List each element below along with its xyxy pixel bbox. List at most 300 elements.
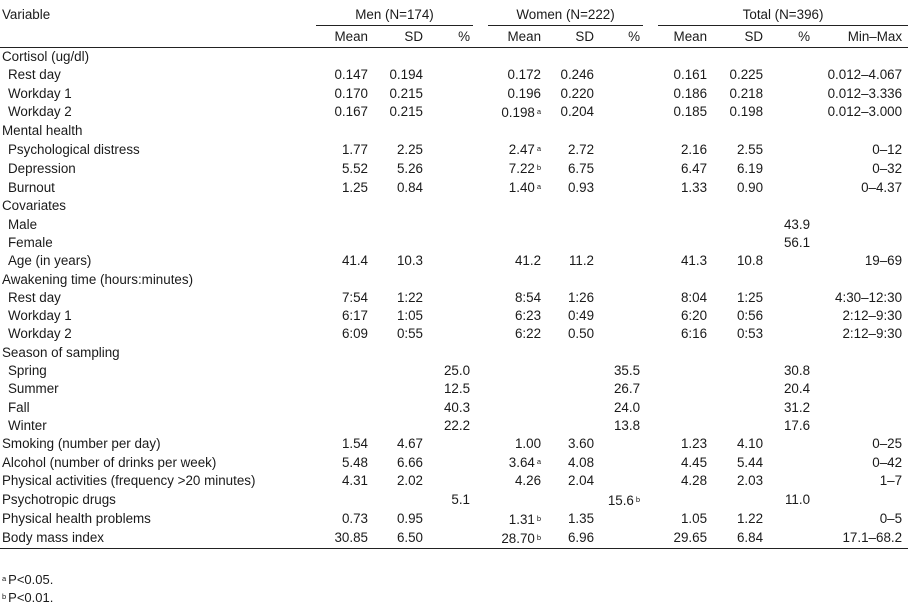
range-cell [813, 215, 908, 233]
cell-value: 6.50 [396, 530, 423, 546]
men-sd-cell [374, 510, 429, 529]
cell-value: 56.1 [783, 234, 811, 250]
total-mean-cell [658, 215, 713, 233]
total-pct-cell [769, 510, 813, 529]
total-pct-header: % [769, 26, 813, 48]
row-label: Smoking (number per day) [2, 436, 161, 452]
men-pct-cell [429, 215, 473, 233]
row-label: Winter [8, 417, 47, 433]
cell-value: 0.172 [507, 67, 542, 83]
cell-value: 3.64 [508, 455, 535, 471]
range-cell [813, 103, 908, 122]
cell-value: 0.95 [396, 511, 423, 527]
women-mean-cell [488, 307, 547, 325]
range-cell [813, 307, 908, 325]
subheader-row [0, 26, 908, 48]
women-pct-cell [600, 417, 643, 435]
row-label: Body mass index [0, 529, 316, 549]
total-mean-cell [658, 417, 713, 435]
range-cell [813, 510, 908, 529]
cell-value: 10.3 [396, 253, 423, 269]
total-sd-cell [713, 491, 769, 510]
section-title: Cortisol (ug/dl) [2, 49, 90, 65]
cell-value: 4.08 [567, 454, 595, 470]
men-pct-cell [429, 103, 473, 122]
men-pct-header: % [429, 26, 473, 48]
row-label: Workday 2 [8, 326, 72, 342]
total-sd-cell [713, 529, 769, 549]
row-label: Workday 1 [8, 308, 72, 324]
total-pct-cell [769, 491, 813, 510]
total-mean-cell [658, 178, 713, 197]
women-mean-cell [488, 510, 547, 529]
range-cell [813, 234, 908, 252]
cell-value: 6:20 [680, 308, 708, 324]
cell-value: 2.47 [508, 142, 535, 158]
row-label: Psychological distress [8, 141, 140, 157]
table-row [0, 103, 908, 122]
cell-value: 28.70 [501, 530, 535, 546]
row-label: Workday 2 [8, 104, 72, 120]
women-mean-cell [488, 529, 547, 549]
total-pct-cell [769, 66, 813, 84]
women-mean-cell [488, 85, 547, 103]
significance-marker: a [536, 106, 542, 116]
cell-value: 7.22 [508, 161, 535, 177]
cell-value: 0.167 [334, 104, 368, 120]
descriptive-statistics-table [0, 5, 908, 549]
cell-value: 1–7 [879, 473, 903, 489]
men-sd-cell [374, 252, 429, 270]
cell-value: 5.44 [736, 454, 764, 470]
cell-value: 0–25 [872, 436, 903, 452]
cell-value: 1:05 [396, 308, 423, 324]
range-cell [813, 491, 908, 510]
women-pct-cell [600, 215, 643, 233]
significance-marker: a [536, 144, 542, 154]
cell-value: 4.26 [514, 473, 542, 489]
total-pct-cell [769, 435, 813, 453]
women-mean-cell [488, 215, 547, 233]
women-sd-cell [547, 252, 600, 270]
cell-value: 2:12–9:30 [842, 326, 903, 342]
cell-value: 0.194 [389, 67, 423, 83]
total-sd-header: SD [713, 26, 769, 48]
total-mean-cell [658, 491, 713, 510]
women-pct-cell [600, 66, 643, 84]
section-header-row [0, 197, 908, 215]
total-sd-cell [713, 85, 769, 103]
total-pct-cell [769, 215, 813, 233]
women-pct-cell [600, 234, 643, 252]
men-mean-cell [316, 325, 374, 343]
men-pct-cell [429, 417, 473, 435]
cell-value: 0–12 [872, 141, 903, 157]
minmax-header: Min–Max [813, 26, 908, 48]
cell-value: 0:49 [567, 308, 595, 324]
cell-value: 1:25 [736, 289, 764, 305]
women-sd-header: SD [547, 26, 600, 48]
women-mean-cell [488, 289, 547, 307]
men-sd-cell [374, 178, 429, 197]
cell-value: 6.66 [396, 454, 423, 470]
women-mean-cell [488, 491, 547, 510]
women-mean-cell [488, 140, 547, 159]
women-pct-cell [600, 307, 643, 325]
women-pct-cell [600, 140, 643, 159]
women-pct-cell [600, 159, 643, 178]
men-mean-cell [316, 362, 374, 380]
footnote [2, 570, 53, 588]
cell-value: 4.45 [680, 454, 708, 470]
men-sd-cell [374, 435, 429, 453]
men-mean-cell [316, 398, 374, 416]
section-title: Season of sampling [2, 344, 120, 360]
women-mean-cell [488, 325, 547, 343]
total-sd-cell [713, 159, 769, 178]
table-row [0, 362, 908, 380]
men-sd-cell [374, 325, 429, 343]
men-pct-cell [429, 140, 473, 159]
total-mean-cell [658, 234, 713, 252]
women-pct-cell [600, 362, 643, 380]
total-mean-cell [658, 435, 713, 453]
women-sd-cell [547, 453, 600, 472]
women-sd-cell [547, 510, 600, 529]
cell-value: 30.85 [334, 530, 368, 546]
table-row [0, 234, 908, 252]
men-mean-cell [316, 529, 374, 549]
women-sd-cell [547, 85, 600, 103]
cell-value: 7:54 [341, 289, 368, 305]
total-mean-cell [658, 252, 713, 270]
range-cell [813, 178, 908, 197]
cell-value: 30.8 [783, 363, 811, 378]
range-cell [813, 66, 908, 84]
total-sd-cell [713, 472, 769, 490]
section-title: Mental health [2, 123, 83, 139]
women-sd-cell [547, 380, 600, 398]
total-mean-cell [658, 510, 713, 529]
cell-value: 0–32 [872, 160, 903, 176]
cell-value: 0.012–3.000 [827, 104, 903, 120]
range-cell [813, 435, 908, 453]
men-pct-cell [429, 398, 473, 416]
men-pct-cell [429, 529, 473, 549]
cell-value: 6:16 [680, 326, 708, 342]
cell-value: 2.02 [396, 473, 423, 489]
cell-value: 41.3 [680, 253, 708, 269]
row-label: Female [8, 234, 53, 250]
men-sd-cell [374, 529, 429, 549]
total-sd-cell [713, 140, 769, 159]
total-mean-cell [658, 66, 713, 84]
men-sd-cell [374, 103, 429, 122]
total-sd-cell [713, 362, 769, 380]
cell-value: 1.23 [680, 436, 708, 452]
cell-value: 0.218 [729, 85, 764, 101]
men-pct-cell [429, 159, 473, 178]
row-label: Age (in years) [8, 253, 92, 269]
cell-value: 10.8 [736, 253, 764, 269]
table-row [0, 85, 908, 103]
range-cell [813, 398, 908, 416]
cell-value: 6:22 [514, 326, 542, 342]
men-sd-cell [374, 398, 429, 416]
women-sd-cell [547, 103, 600, 122]
women-sd-cell [547, 140, 600, 159]
cell-value: 11.0 [784, 492, 811, 508]
cell-value: 1.33 [680, 179, 708, 195]
footnote [2, 588, 53, 606]
row-label: Psychotropic drugs [2, 492, 116, 508]
women-pct-cell [600, 178, 643, 197]
total-sd-cell [713, 307, 769, 325]
men-sd-cell [374, 289, 429, 307]
footnote-mark: a [2, 574, 7, 583]
cell-value: 2.25 [396, 141, 423, 157]
cell-value: 17.6 [783, 417, 811, 433]
women-sd-cell [547, 435, 600, 453]
cell-value: 0.196 [507, 85, 542, 101]
total-sd-cell [713, 325, 769, 343]
row-label: Spring [8, 363, 47, 378]
cell-value: 0.012–3.336 [827, 85, 903, 101]
cell-value: 12.5 [443, 381, 471, 397]
cell-value: 11.2 [568, 253, 595, 269]
range-cell [813, 252, 908, 270]
men-group-header: Men (N=174) [316, 5, 473, 26]
cell-value: 6:23 [514, 308, 542, 324]
cell-value: 0.161 [673, 67, 708, 83]
cell-value: 4.28 [680, 473, 708, 489]
cell-value: 0:53 [736, 326, 764, 342]
men-mean-cell [316, 178, 374, 197]
women-pct-cell [600, 435, 643, 453]
total-sd-cell [713, 417, 769, 435]
cell-value: 0.215 [389, 104, 423, 120]
cell-value: 0.90 [736, 179, 764, 195]
table-row [0, 289, 908, 307]
section-header-row [0, 270, 908, 288]
cell-value: 0.147 [334, 67, 368, 83]
cell-value: 40.3 [443, 399, 471, 415]
total-pct-cell [769, 234, 813, 252]
significance-marker: b [635, 494, 641, 504]
men-pct-cell [429, 325, 473, 343]
table-row [0, 417, 908, 435]
table-row [0, 140, 908, 159]
total-sd-cell [713, 178, 769, 197]
cell-value: 0.198 [729, 104, 764, 120]
total-sd-cell [713, 398, 769, 416]
cell-value: 0.84 [396, 179, 423, 195]
footnote-text: P<0.05. [8, 572, 54, 587]
row-label: Rest day [8, 289, 61, 305]
cell-value: 1.35 [567, 511, 595, 527]
cell-value: 4:30–12:30 [835, 289, 903, 305]
men-pct-cell [429, 289, 473, 307]
row-label: Depression [8, 160, 76, 176]
cell-value: 22.2 [443, 417, 471, 433]
women-mean-cell [488, 178, 547, 197]
total-pct-cell [769, 252, 813, 270]
men-pct-cell [429, 307, 473, 325]
total-pct-cell [769, 178, 813, 197]
men-sd-cell [374, 362, 429, 380]
men-pct-cell [429, 252, 473, 270]
row-label: Fall [8, 399, 30, 415]
cell-value: 43.9 [783, 216, 811, 232]
women-sd-cell [547, 178, 600, 197]
women-sd-cell [547, 234, 600, 252]
footnote-text: P<0.01. [8, 590, 54, 605]
women-mean-cell [488, 362, 547, 380]
total-mean-cell [658, 529, 713, 549]
cell-value: 0.186 [673, 85, 708, 101]
footnotes [2, 570, 53, 606]
men-sd-cell [374, 140, 429, 159]
men-sd-cell [374, 453, 429, 472]
total-sd-cell [713, 103, 769, 122]
cell-value: 6:17 [341, 308, 368, 324]
row-label: Male [8, 216, 38, 232]
cell-value: 0–5 [879, 511, 903, 527]
men-mean-cell [316, 215, 374, 233]
men-pct-cell [429, 66, 473, 84]
cell-value: 1.25 [341, 179, 368, 195]
men-mean-cell [316, 66, 374, 84]
total-mean-cell [658, 140, 713, 159]
men-pct-cell [429, 453, 473, 472]
total-mean-cell [658, 85, 713, 103]
total-mean-cell [658, 380, 713, 398]
row-label: Rest day [8, 67, 61, 83]
men-pct-cell [429, 380, 473, 398]
range-cell [813, 453, 908, 472]
cell-value: 1.31 [508, 511, 535, 527]
significance-marker: b [536, 163, 542, 173]
total-sd-cell [713, 453, 769, 472]
variable-header: Variable [2, 7, 51, 23]
total-sd-cell [713, 289, 769, 307]
range-cell [813, 417, 908, 435]
cell-value: 17.1–68.2 [842, 530, 903, 546]
women-mean-cell [488, 398, 547, 416]
men-mean-cell [316, 380, 374, 398]
women-sd-cell [547, 417, 600, 435]
total-pct-cell [769, 307, 813, 325]
total-sd-cell [713, 252, 769, 270]
cell-value: 1.00 [514, 436, 542, 452]
women-pct-cell [600, 398, 643, 416]
total-sd-cell [713, 510, 769, 529]
total-pct-cell [769, 140, 813, 159]
men-pct-cell [429, 435, 473, 453]
men-mean-cell [316, 85, 374, 103]
cell-value: 4.31 [341, 473, 368, 489]
total-group-header: Total (N=396) [658, 5, 908, 26]
total-pct-cell [769, 325, 813, 343]
cell-value: 5.52 [341, 160, 368, 176]
men-mean-header: Mean [316, 26, 374, 48]
women-pct-cell [600, 491, 643, 510]
women-pct-cell [600, 380, 643, 398]
women-sd-cell [547, 159, 600, 178]
group-header-row [0, 5, 908, 26]
women-pct-cell [600, 472, 643, 490]
men-sd-header: SD [374, 26, 429, 48]
total-sd-cell [713, 380, 769, 398]
footnote-mark: b [2, 592, 7, 601]
men-mean-cell [316, 510, 374, 529]
men-mean-cell [316, 103, 374, 122]
cell-value: 0.246 [560, 67, 595, 83]
total-pct-cell [769, 398, 813, 416]
row-label: Physical health problems [2, 511, 151, 527]
men-mean-cell [316, 491, 374, 510]
total-pct-cell [769, 453, 813, 472]
women-mean-cell [488, 472, 547, 490]
table-row [0, 307, 908, 325]
women-mean-cell [488, 103, 547, 122]
cell-value: 1.22 [736, 511, 764, 527]
cell-value: 0.185 [673, 104, 708, 120]
significance-marker: a [536, 457, 542, 467]
cell-value: 24.0 [613, 399, 641, 415]
men-sd-cell [374, 491, 429, 510]
men-sd-cell [374, 159, 429, 178]
men-mean-cell [316, 435, 374, 453]
men-mean-cell [316, 307, 374, 325]
cell-value: 6.47 [680, 160, 708, 176]
row-label: Alcohol (number of drinks per week) [2, 454, 217, 470]
men-sd-cell [374, 234, 429, 252]
men-mean-cell [316, 453, 374, 472]
significance-marker: a [536, 182, 542, 192]
men-pct-cell [429, 178, 473, 197]
women-sd-cell [547, 289, 600, 307]
range-cell [813, 85, 908, 103]
women-mean-cell [488, 380, 547, 398]
cell-value: 1:22 [396, 289, 423, 305]
women-sd-cell [547, 529, 600, 549]
section-title: Covariates [2, 198, 67, 214]
cell-value: 13.8 [613, 417, 641, 433]
table-row [0, 453, 908, 472]
cell-value: 1.40 [508, 180, 535, 196]
row-label: Summer [8, 381, 59, 397]
cell-value: 0–4.37 [861, 179, 903, 195]
women-sd-cell [547, 362, 600, 380]
cell-value: 8:54 [514, 289, 542, 305]
men-pct-cell [429, 362, 473, 380]
cell-value: 20.4 [783, 381, 811, 397]
table-row [0, 472, 908, 490]
total-sd-cell [713, 66, 769, 84]
range-cell [813, 362, 908, 380]
men-mean-cell [316, 417, 374, 435]
total-pct-cell [769, 85, 813, 103]
women-pct-cell [600, 453, 643, 472]
cell-value: 0.50 [567, 326, 595, 342]
total-mean-cell [658, 307, 713, 325]
total-mean-header: Mean [658, 26, 713, 48]
range-cell [813, 325, 908, 343]
women-sd-cell [547, 307, 600, 325]
women-mean-cell [488, 234, 547, 252]
total-mean-cell [658, 159, 713, 178]
